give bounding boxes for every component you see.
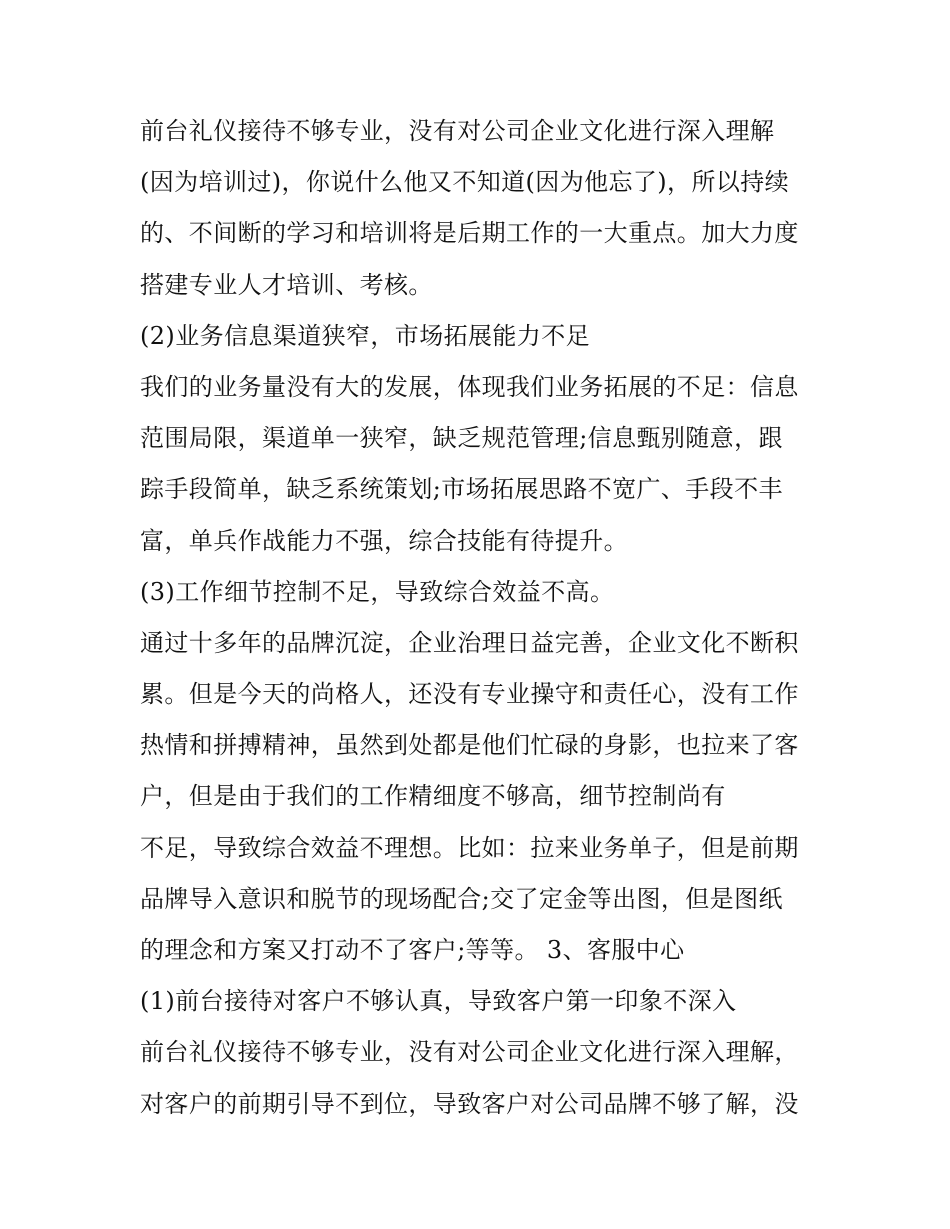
text-line: 范围局限，渠道单一狭窄，缺乏规范管理;信息甄别随意，跟 [140, 424, 783, 453]
text-line: 的理念和方案又打动不了客户;等等。 3、客服中心 [140, 936, 685, 964]
text-line: 对客户的前期引导不到位，导致客户对公司品牌不够了解，没 [140, 1089, 799, 1118]
text-line: 前台礼仪接待不够专业，没有对公司企业文化进行深入理解 [140, 117, 775, 145]
text-line: 户，但是由于我们的工作精细度不够高，细节控制尚有 [140, 782, 726, 811]
text-line: 不足，导致综合效益不理想。比如：拉来业务单子，但是前期 [140, 833, 799, 862]
text-line: 品牌导入意识和脱节的现场配合;交了定金等出图，但是图纸 [140, 884, 783, 913]
section-heading: (1)前台接待对客户不够认真，导致客户第一印象不深入 [140, 987, 737, 1016]
text-line: 通过十多年的品牌沉淀，企业治理日益完善，企业文化不断积 [140, 628, 799, 657]
text-line: 前台礼仪接待不够专业，没有对公司企业文化进行深入理解， [140, 1038, 799, 1067]
body-text [140, 106, 830, 1130]
text-line: 富，单兵作战能力不强，综合技能有待提升。 [140, 526, 628, 555]
text-line: 搭建专业人才培训、考核。 [140, 270, 433, 299]
section-heading: (3)工作细节控制不足，导致综合效益不高。 [140, 577, 615, 606]
text-line: 踪手段简单，缺乏系统策划;市场拓展思路不宽广、手段不丰 [140, 475, 783, 504]
section-heading: (2)业务信息渠道狭窄，市场拓展能力不足 [140, 321, 590, 350]
text-line: 热情和拼搏精神，虽然到处都是他们忙碌的身影，也拉来了客 [140, 731, 799, 760]
text-line: (因为培训过)，你说什么他又不知道(因为他忘了)，所以持续 [140, 168, 790, 197]
text-line: 累。但是今天的尚格人，还没有专业操守和责任心，没有工作 [140, 680, 799, 709]
text-line: 的、不间断的学习和培训将是后期工作的一大重点。加大力度 [140, 219, 799, 248]
text-line: 我们的业务量没有大的发展，体现我们业务拓展的不足：信息 [140, 372, 799, 401]
